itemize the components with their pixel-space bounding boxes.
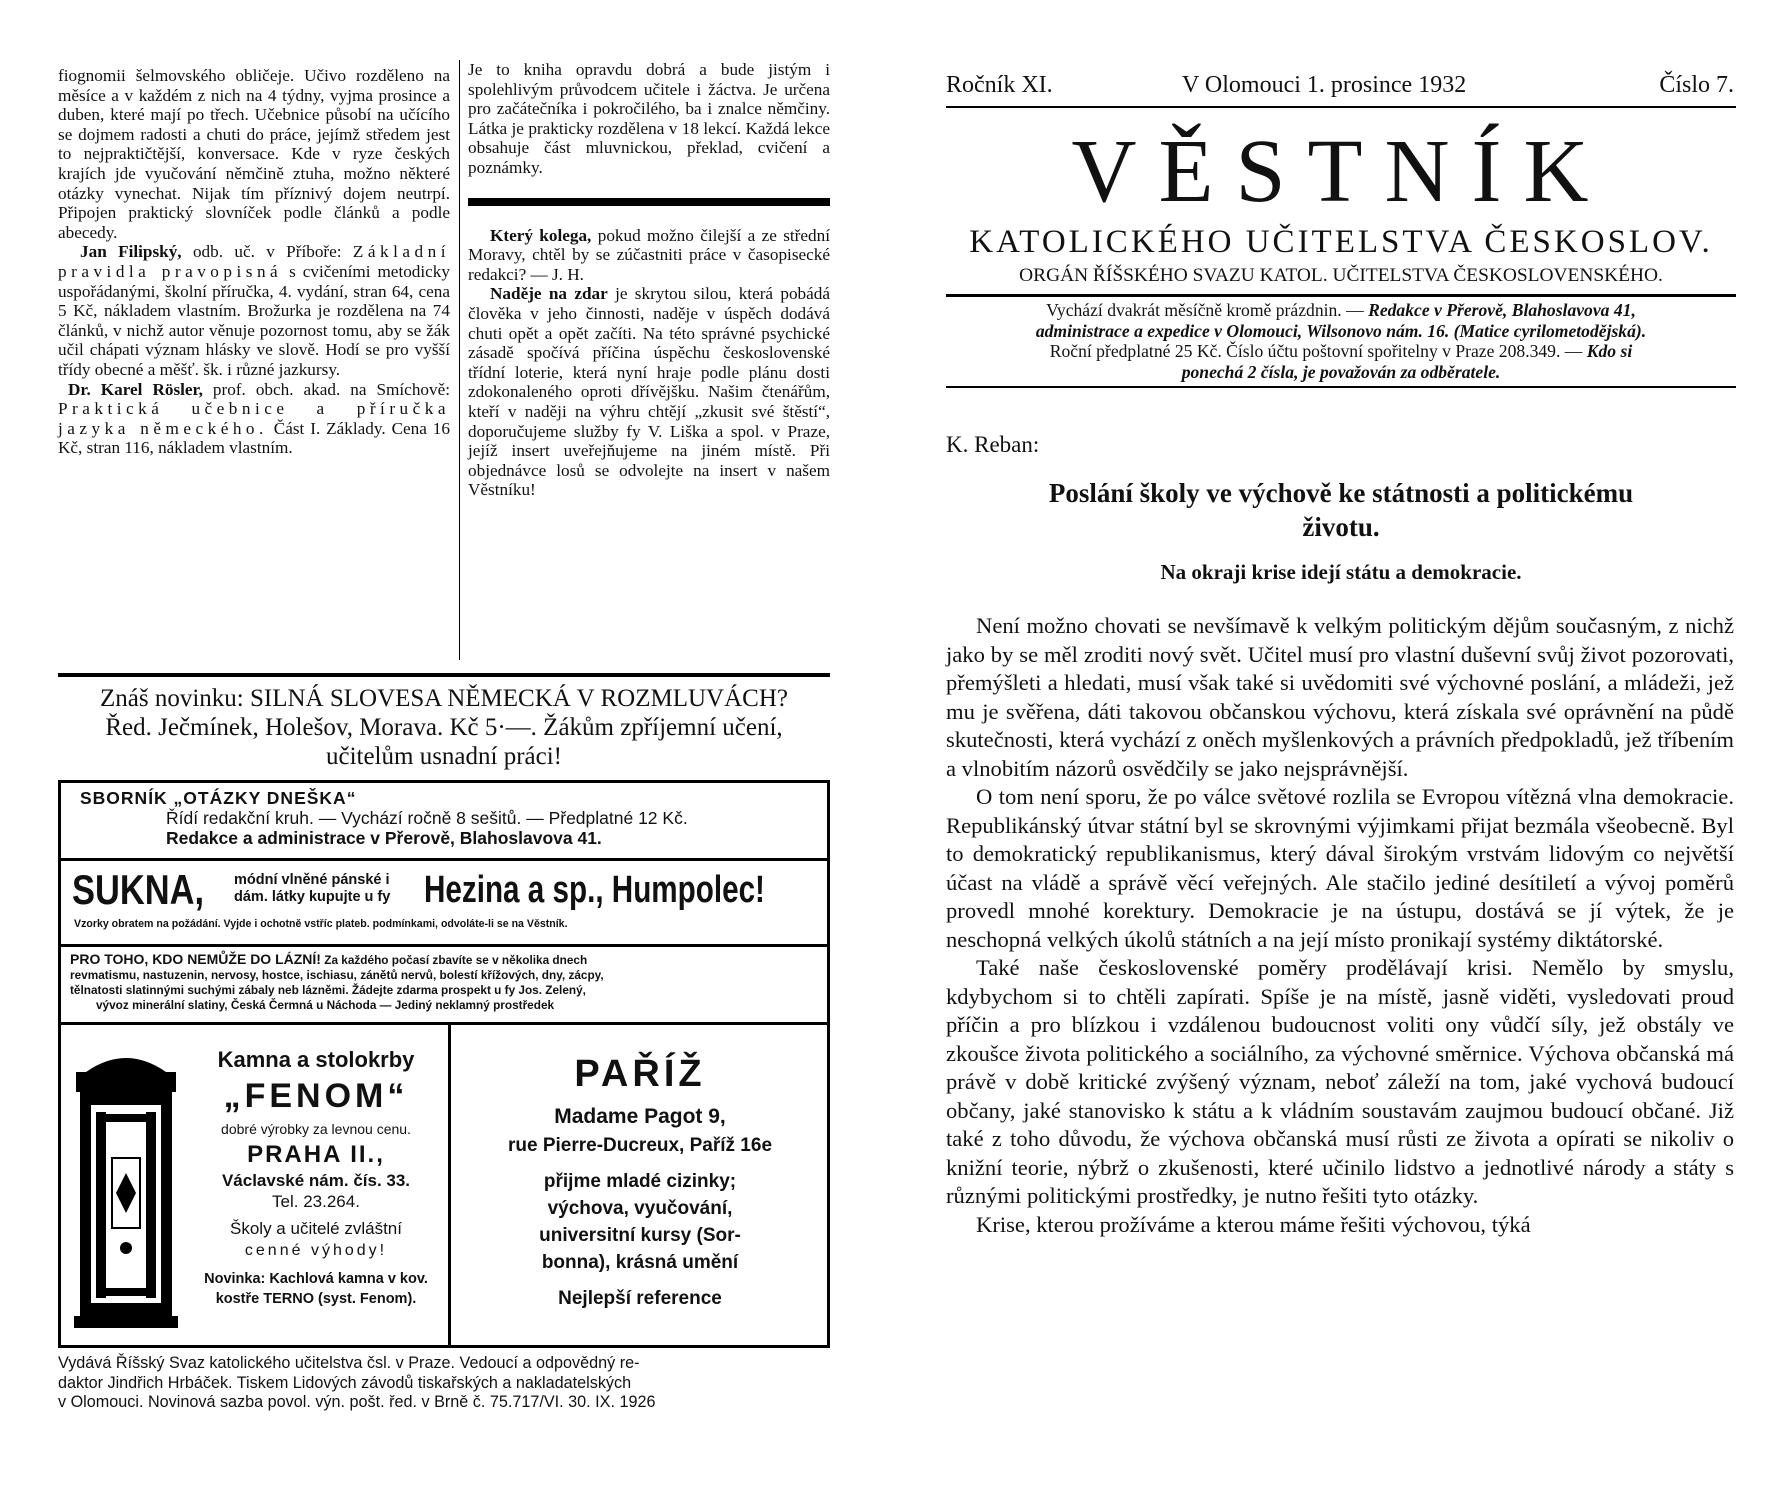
info-frequency: Vychází dvakrát měsíčně kromě prázdnin. — xyxy=(1046,300,1364,320)
ad-lazne-line-2: revmatismu, nastuzenin, nervosy, hostce, ischiasu, zánětů nervů, bolestí křížových, dny, zácpy, xyxy=(70,968,604,982)
volume-label: Ročník XI. xyxy=(946,72,1053,98)
notice-text: pokud možno čilejší a ze střední Moravy, chtěl by se zúčastniti práce v časopisecké redakci? — J. H. xyxy=(468,225,830,284)
stove-illustration xyxy=(72,1048,180,1330)
ad-divider-vertical xyxy=(448,1024,451,1346)
ad-lazne-line-4: vývoz minerální slatiny, Česká Čermná u Náchoda — Jediný neklamný prostředek xyxy=(96,998,555,1012)
fenom-line-3: dobré výrobky za levnou cenu. xyxy=(221,1121,411,1137)
review-entry-rosler xyxy=(58,380,450,458)
ad-sukna-company: Hezina a sp., Humpolec! xyxy=(424,869,765,911)
fenom-line-8: cenné výhody! xyxy=(244,1242,388,1259)
pariz-line-6: universitní kursy (Sor- xyxy=(539,1225,741,1246)
issue-header xyxy=(946,72,1734,102)
info-subscriber-note: Kdo si xyxy=(1582,341,1633,361)
article-subtitle: Na okraji krise idejí státu a demokracie. xyxy=(1160,560,1522,584)
review-continuation-text: Je to kniha opravdu dobrá a bude jistým i spolehlivým průvodcem učitele i žáctva. Je určena pro začátečníka i pokročilého, ba i znalce němčiny. Látka je prakticky rozdělena v 18 lekcí. Každá lekce obsahuje část mluvnickou, překlad, cvičení a poznámky. xyxy=(468,60,830,177)
thick-divider xyxy=(468,198,830,206)
ad-sukna xyxy=(72,866,822,938)
notice-text: je skrytou silou, která pobádá člověka v jeho činnosti, naděje v úspěch dodává chuti opět a opět začíti. Na této správné psychické zásadě spočívá příčina úspěchu československé třídní loterie, která nyní hraje podle plánu dosti zdokonaleného oproti dřívějšku. Našim čtenářům, kteří v naději na výhru chtějí „zkusit své štěstí“, doporučujeme služby fy V. Liška a spol. v Praze, jejíž insert uveřejňujeme na jiném místě. Při objednávce losů se odvolejte na insert v našem Věstníku! xyxy=(468,284,830,500)
pariz-title: PAŘÍŽ xyxy=(574,1053,706,1095)
article-paragraph: Krise, kterou prožíváme a kterou máme řešiti výchovou, týká xyxy=(976,1211,1531,1237)
pariz-line-4: přijme mladé cizinky; xyxy=(543,1171,737,1192)
ad-pariz xyxy=(456,1050,824,1314)
ad-divider xyxy=(58,858,830,861)
header-rule xyxy=(946,106,1736,108)
fenom-brand: „FENOM“ xyxy=(223,1077,409,1115)
left-column-1 xyxy=(58,66,450,458)
ad-lazne-text: Za každého počasí zbavíte se v několika dnech xyxy=(320,953,588,967)
ad-line: učitelům usnadní práci! xyxy=(325,743,563,770)
ad-line: Redakce a administrace v Přerově, Blahoslavova 41. xyxy=(166,828,602,848)
left-column-2 xyxy=(468,60,830,500)
article-paragraph: Také naše československé poměry prodělávají krisi. Nemělo by smyslu, kdybychom si to chtěli zapírati. Spíše je na místě, jasně viděti, vysledovati proud příčin a pro blízkou i vzdálenou budoucnost voliti ony vůdčí síly, jež obstály ve zkoušce života politického a sociálního, za výchovné směrnice. Výchova občanská má právě v době kritické zvýšený význam, neboť záleží na tom, jaké vychová budoucí občany, jaké stanovisko k státu a k vládním soustavám zaujmou budoucí občané. Již také z toho důvodu, že výchova občanská musí růsti ze života a opírati se nikoliv o knižní teorie, nýbrž o zkušenosti, které učinilo lidstvo a jednotlivé národy a státy s různými politickými prostředky, je nutno řešiti tyto otázky. xyxy=(946,955,1734,1208)
ad-sukna-big: SUKNA, xyxy=(72,866,205,913)
ad-line: Řed. Ječmínek, Holešov, Morava. Kč 5·—. Žákům zpříjemní učení, xyxy=(105,714,783,741)
imprint-line-3: v Olomouci. Novinová sazba povol. výn. pošt. řed. v Brně č. 75.717/VI. 30. IX. 1926 xyxy=(58,1393,656,1411)
notice-colleague xyxy=(468,226,830,285)
pariz-line-8: Nejlepší reference xyxy=(558,1288,722,1309)
info-editorial: Redakce v Přerově, Blahoslavova 41, xyxy=(1363,300,1636,320)
fenom-line-1: Kamna a stolokrby xyxy=(217,1047,415,1072)
publication-info xyxy=(946,300,1736,382)
issue-number: Číslo 7. xyxy=(1659,72,1734,98)
pariz-line-5: výchova, vyučování, xyxy=(547,1198,733,1219)
notice-lead: Který kolega, xyxy=(490,225,592,245)
fenom-address: Václavské nám. čís. 33. xyxy=(221,1171,411,1190)
ad-lazne-headline: PRO TOHO, KDO NEMŮŽE DO LÁZNÍ! xyxy=(70,951,321,967)
article-paragraph: O tom není sporu, že po válce světové rozlila se Evropou vítězná vlna demokracie. Republikánský útvar státní byl se skrovnými výjimkami přijat bezmála všeobecně. Byl to demokratický republikanismus, který dával širokým vrstvám lidovým co největší účast na vládě a správě věcí veřejných. Ale stačilo jediné desítiletí a vývoj poměrů provedl mnohé korektury. Demokracie je na ústupu, dostává se jí výtek, že je neschopná velkých úkolů státních a na její místo pronikají systémy diktátorské. xyxy=(946,784,1734,952)
masthead-title: VĚSTNÍK xyxy=(1071,122,1611,221)
masthead-rule xyxy=(946,294,1736,297)
ad-title: SBORNÍK „OTÁZKY DNEŠKA“ xyxy=(80,788,357,808)
ad-sbornik xyxy=(80,788,820,848)
ad-sukna-small-2: dám. látky kupujte u fy xyxy=(234,889,391,905)
entry-author-name: Dr. Karel Rösler, xyxy=(68,379,203,399)
article-title-line-1: Poslání školy ve výchově ke státnosti a politickému xyxy=(1048,478,1634,508)
info-line-4: ponechá 2 čísla, je považován za odběratele. xyxy=(1181,361,1501,382)
ad-fenom xyxy=(186,1046,446,1309)
ad-sukna-small-1: módní vlněné pánské i xyxy=(234,872,390,888)
ad-silna-slovesa xyxy=(58,684,830,771)
pariz-line-3: rue Pierre-Ducreux, Paříž 16e xyxy=(507,1135,773,1156)
fenom-line-10: kostře TERNO (syst. Fenom). xyxy=(215,1291,417,1307)
info-subscription: Roční předplatné 25 Kč. Číslo účtu poštovní spořitelny v Praze 208.349. — xyxy=(1049,341,1583,361)
pariz-line-7: bonna), krásná umění xyxy=(541,1252,739,1273)
notice-lottery xyxy=(468,284,830,500)
entry-book-title: Praktická učebnice a příručka jazyka německého. xyxy=(58,399,450,438)
section-divider xyxy=(58,673,830,677)
imprint-line-2: daktor Jindřich Hrbáček. Tiskem Lidových závodů tiskařských a nakladatelských xyxy=(58,1373,632,1392)
ad-line: Znáš novinku: SILNÁ SLOVESA NĚMECKÁ V ROZMLUVÁCH? xyxy=(100,685,788,712)
entry-author-detail: prof. obch. akad. na Smíchově: xyxy=(202,379,450,399)
review-entry-filipsky xyxy=(58,242,450,379)
fenom-phone: Tel. 23.264. xyxy=(272,1192,360,1211)
article-author: K. Reban: xyxy=(946,432,1040,457)
entry-description: Část I. Základy. Cena 16 Kč, stran 116, nákladem vlastním. xyxy=(58,418,450,458)
entry-book-title: Základní pravidla pravopisná xyxy=(58,242,450,281)
fenom-line-7: Školy a učitelé zvláštní xyxy=(230,1219,402,1238)
fenom-line-9: Novinka: Kachlová kamna v kov. xyxy=(204,1271,428,1287)
fenom-city: PRAHA II., xyxy=(247,1141,385,1168)
entry-author-detail: odb. uč. v Příboře: xyxy=(181,242,353,262)
place-date: V Olomouci 1. prosince 1932 xyxy=(1182,72,1467,98)
article-paragraph: Není možno chovati se nevšímavě k velkým politickým dějům současným, z nichž jako by se měl zroditi nový svět. Učitel musí pro vlastní duševní svůj život pozorovati, přemýšleti a hledati, musí však také si uvědomiti své výchovné poslání, a mládeži, jež mu je svěřena, dáti takovou občanskou výchovu, která získala své oprávnění na půdě skutečnosti, která vychází z oněch myšlenkových a právních předpokladů, jež tříbením a vlnobitím názorů osvědčily se jako nejsprávnější. xyxy=(946,613,1734,781)
article-title-line-2: životu. xyxy=(1302,512,1380,542)
ad-lazne xyxy=(70,952,822,1013)
ad-divider xyxy=(58,944,830,947)
info-line-2: administrace a expedice v Olomouci, Wilsonovo nám. 16. (Matice cyrilometodějská). xyxy=(1035,320,1647,341)
entry-description: s cvičeními metodicky uspořádanými, školní příručka, 4. vydání, stran 64, cena 5 Kč, nákladem vlastním. Brožurka je rozdělena na 74 článků, v nichž autor věnuje pozornost tomu, aby se žák učil chápati význam hlásky ve slově. Hodí se pro vyšší třídy obecné a měšť. šk. i různé jazkursy. xyxy=(58,261,450,379)
info-line-3 xyxy=(946,341,1736,362)
article-body xyxy=(946,612,1734,1239)
ad-lazne-line-1 xyxy=(70,952,822,968)
ad-line: Řídí redakční kruh. — Vychází ročně 8 sešitů. — Předplatné 12 Kč. xyxy=(166,808,688,828)
column-divider xyxy=(459,60,460,660)
masthead-organ: ORGÁN ŘÍŠSKÉHO SVAZU KATOL. UČITELSTVA ČESKOSLOVENSKÉHO. xyxy=(1019,265,1663,286)
pariz-line-2: Madame Pagot 9, xyxy=(554,1105,726,1128)
article-title xyxy=(946,476,1736,544)
review-intro-text: fiognomii šelmovského obličeje. Učivo rozděleno na měsíce a v každém z nich na 4 týdny, vyjma prosince a duben, které mají po třech. Učebnice působí na učícího se dojmem radosti a chuti do práce, jejímž středem jest to nejpraktičtější, konversace. Kde v ryze českých krajích jde vyučování němčině ztuha, možno některé otázky vynechat. Nijak tím příznivý dojem neutrpí. Připojen praktický slovníček podle článků a podle abecedy. xyxy=(58,66,450,242)
ad-sukna-footer: Vzorky obratem na požádání. Vyjde i ochotně vstříc plateb. podmínkami, odvoláte-li se na Věstník. xyxy=(74,918,568,930)
imprint-line-1: Vydává Říšský Svaz katolického učitelstva čsl. v Praze. Vedoucí a odpovědný re- xyxy=(58,1354,640,1372)
imprint xyxy=(58,1354,830,1413)
ad-sukna-small xyxy=(234,872,390,906)
info-line-1 xyxy=(946,300,1736,321)
ad-divider xyxy=(58,1022,830,1025)
ad-lazne-line-3: tělnatosti slatinnými suchými zábaly neb lázněmi. Žádejte zdarma prospekt u fy Jos. Zelený, xyxy=(70,983,586,997)
masthead-subtitle: KATOLICKÉHO UČITELSTVA ČESKOSLOV. xyxy=(969,224,1713,260)
info-rule xyxy=(946,386,1736,388)
entry-author-name: Jan Filipský, xyxy=(80,242,182,262)
notice-lead: Naděje na zdar xyxy=(490,284,608,304)
